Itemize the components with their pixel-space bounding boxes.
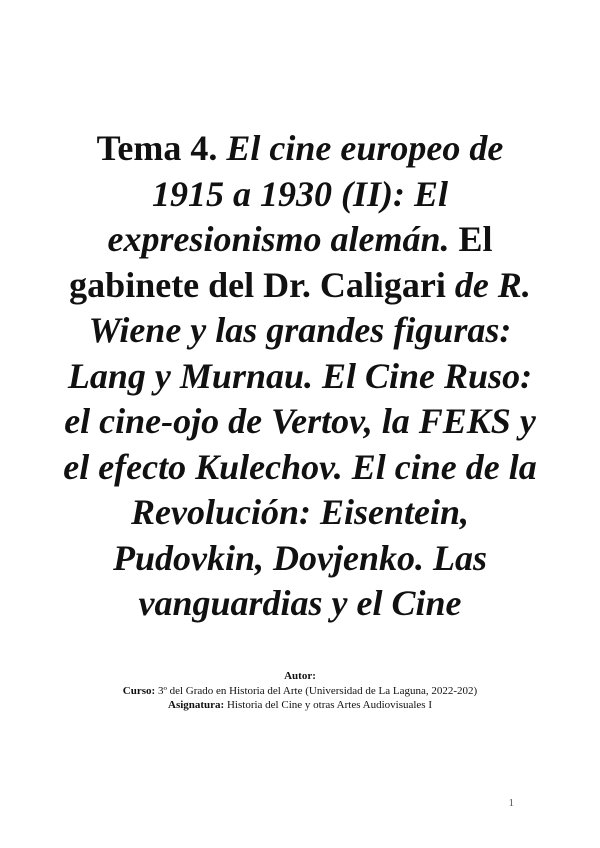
author-label: Autor: (284, 670, 316, 682)
course-value: 3º del Grado en Historia del Arte (Universidad de La Laguna, 2022-202) (155, 684, 478, 697)
title-segment-3: El gabinete del Dr. Caligari (69, 219, 493, 305)
document-metadata (40, 669, 560, 713)
course-line (40, 684, 560, 699)
title-segment-1: Tema 4. (96, 128, 227, 168)
document-title (60, 126, 540, 627)
title-segment-2: El cine europeo de 1915 a 1930 (II): El expresionismo alemán. (107, 128, 504, 259)
subject-label: Asignatura: (168, 699, 225, 711)
subject-value: Historia del Cine y otras Artes Audiovisuales I (224, 699, 432, 711)
subject-line (40, 698, 560, 713)
author-line (40, 669, 560, 684)
title-segment-4: de R. Wiene y las grandes figuras: Lang y Murnau. El Cine Ruso: el cine-ojo de Vertov, la FEKS y el efecto Kulechov. El cine de la Revolución: Eisentein, Pudovkin, Dovjenko. Las vanguardias y el Cine (63, 264, 537, 623)
course-label: Curso: (122, 684, 156, 697)
page-number: 1 (508, 797, 514, 809)
